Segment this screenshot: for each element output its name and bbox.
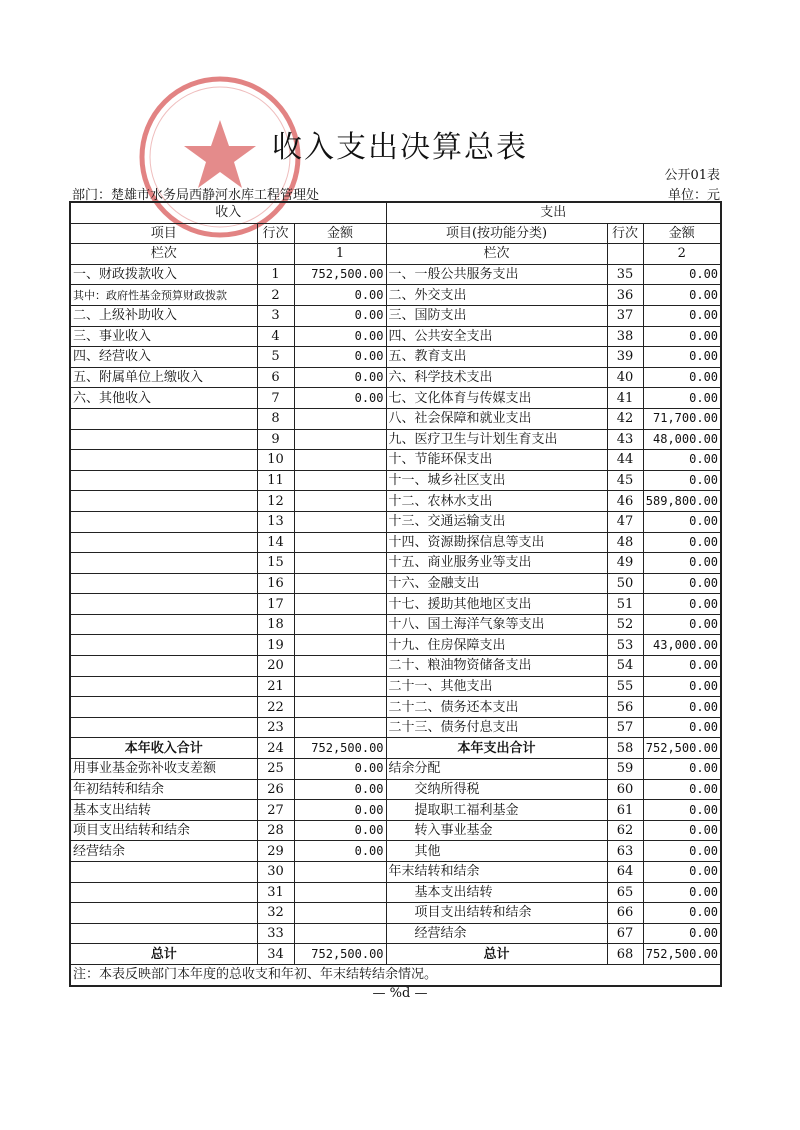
income-item: 经营结余 xyxy=(70,841,257,862)
expense-line-no: 60 xyxy=(607,779,643,800)
income-line-no: 10 xyxy=(257,450,294,471)
income-amount xyxy=(294,697,386,718)
expense-amount: 0.00 xyxy=(643,305,721,326)
income-amount xyxy=(294,717,386,738)
lanci-num-1: 1 xyxy=(294,244,386,265)
expense-item: 二、外交支出 xyxy=(386,285,607,306)
income-line-no: 13 xyxy=(257,511,294,532)
income-expense-table xyxy=(69,201,722,987)
expense-item: 二十一、其他支出 xyxy=(386,676,607,697)
expense-item: 九、医疗卫生与计划生育支出 xyxy=(386,429,607,450)
table-row xyxy=(70,820,721,841)
table-row xyxy=(70,388,721,409)
income-amount xyxy=(294,553,386,574)
lanci-num-2: 2 xyxy=(643,244,721,265)
expense-amount: 0.00 xyxy=(643,264,721,285)
income-amount xyxy=(294,511,386,532)
expense-amount: 0.00 xyxy=(643,614,721,635)
income-line-no: 4 xyxy=(257,326,294,347)
col-amount-header: 金额 xyxy=(294,223,386,244)
table-row xyxy=(70,470,721,491)
expense-amount: 0.00 xyxy=(643,862,721,883)
expense-line-no: 46 xyxy=(607,491,643,512)
income-amount xyxy=(294,923,386,944)
income-line-no: 3 xyxy=(257,305,294,326)
income-amount xyxy=(294,470,386,491)
expense-line-no: 53 xyxy=(607,635,643,656)
income-line-no: 27 xyxy=(257,800,294,821)
table-row xyxy=(70,717,721,738)
income-item: 本年收入合计 xyxy=(70,738,257,759)
expense-amount: 0.00 xyxy=(643,470,721,491)
col-line-header: 行次 xyxy=(257,223,294,244)
expense-line-no: 51 xyxy=(607,594,643,615)
income-line-no: 34 xyxy=(257,944,294,965)
expense-amount: 0.00 xyxy=(643,841,721,862)
income-line-no: 9 xyxy=(257,429,294,450)
income-line-no: 20 xyxy=(257,656,294,677)
table-row xyxy=(70,573,721,594)
table-row xyxy=(70,326,721,347)
income-line-no: 12 xyxy=(257,491,294,512)
income-amount: 0.00 xyxy=(294,347,386,368)
col-item-header: 项目 xyxy=(70,223,257,244)
expense-item: 八、社会保障和就业支出 xyxy=(386,408,607,429)
income-amount xyxy=(294,862,386,883)
expense-item: 结余分配 xyxy=(386,759,607,780)
income-line-no: 28 xyxy=(257,820,294,841)
income-amount: 0.00 xyxy=(294,285,386,306)
expense-item: 十二、农林水支出 xyxy=(386,491,607,512)
income-item xyxy=(70,450,257,471)
expense-amount: 0.00 xyxy=(643,347,721,368)
col-amount2-header: 金额 xyxy=(643,223,721,244)
expense-amount: 0.00 xyxy=(643,820,721,841)
expense-line-no: 36 xyxy=(607,285,643,306)
income-amount: 0.00 xyxy=(294,367,386,388)
expense-amount: 48,000.00 xyxy=(643,429,721,450)
expense-line-no: 50 xyxy=(607,573,643,594)
expense-line-no: 45 xyxy=(607,470,643,491)
income-amount xyxy=(294,408,386,429)
unit-label: 单位：元 xyxy=(667,188,720,203)
expense-item: 四、公共安全支出 xyxy=(386,326,607,347)
expense-item: 转入事业基金 xyxy=(386,820,607,841)
income-item xyxy=(70,903,257,924)
income-line-no: 15 xyxy=(257,553,294,574)
income-line-no: 2 xyxy=(257,285,294,306)
expense-amount: 0.00 xyxy=(643,367,721,388)
expense-amount: 0.00 xyxy=(643,450,721,471)
income-line-no: 16 xyxy=(257,573,294,594)
expense-amount: 752,500.00 xyxy=(643,738,721,759)
income-item: 三、事业收入 xyxy=(70,326,257,347)
expense-line-no: 52 xyxy=(607,614,643,635)
income-item: 项目支出结转和结余 xyxy=(70,820,257,841)
income-amount xyxy=(294,656,386,677)
table-row xyxy=(70,903,721,924)
income-line-no: 1 xyxy=(257,264,294,285)
expense-line-no: 65 xyxy=(607,882,643,903)
expense-amount: 752,500.00 xyxy=(643,944,721,965)
note-row xyxy=(70,964,721,985)
income-item xyxy=(70,408,257,429)
expense-item: 十五、商业服务业等支出 xyxy=(386,553,607,574)
income-amount xyxy=(294,594,386,615)
expense-item: 本年支出合计 xyxy=(386,738,607,759)
column-header-row xyxy=(70,223,721,244)
table-row xyxy=(70,305,721,326)
income-line-no: 7 xyxy=(257,388,294,409)
income-line-no: 6 xyxy=(257,367,294,388)
expense-amount: 0.00 xyxy=(643,511,721,532)
income-line-no: 32 xyxy=(257,903,294,924)
table-row xyxy=(70,697,721,718)
income-amount xyxy=(294,635,386,656)
expense-line-no: 44 xyxy=(607,450,643,471)
expense-line-no: 66 xyxy=(607,903,643,924)
table-row xyxy=(70,491,721,512)
expense-amount: 0.00 xyxy=(643,882,721,903)
expense-line-no: 56 xyxy=(607,697,643,718)
income-item xyxy=(70,573,257,594)
expense-item: 七、文化体育与传媒支出 xyxy=(386,388,607,409)
income-item xyxy=(70,656,257,677)
table-row xyxy=(70,759,721,780)
table-row xyxy=(70,532,721,553)
expense-item: 年末结转和结余 xyxy=(386,862,607,883)
expense-line-no: 64 xyxy=(607,862,643,883)
expense-line-no: 63 xyxy=(607,841,643,862)
department-label: 部门：楚雄市水务局西静河水库工程管理处 xyxy=(72,188,320,203)
income-item: 年初结转和结余 xyxy=(70,779,257,800)
expense-line-no: 57 xyxy=(607,717,643,738)
income-amount: 0.00 xyxy=(294,820,386,841)
expense-item: 经营结余 xyxy=(386,923,607,944)
income-line-no: 26 xyxy=(257,779,294,800)
expense-line-no: 47 xyxy=(607,511,643,532)
income-item xyxy=(70,594,257,615)
income-amount: 0.00 xyxy=(294,388,386,409)
income-item xyxy=(70,697,257,718)
expense-amount: 43,000.00 xyxy=(643,635,721,656)
expense-item: 六、科学技术支出 xyxy=(386,367,607,388)
expense-line-no: 55 xyxy=(607,676,643,697)
expense-line-no: 40 xyxy=(607,367,643,388)
income-line-no: 17 xyxy=(257,594,294,615)
income-item xyxy=(70,470,257,491)
expense-line-no: 58 xyxy=(607,738,643,759)
income-item xyxy=(70,429,257,450)
income-line-no: 23 xyxy=(257,717,294,738)
income-amount: 752,500.00 xyxy=(294,738,386,759)
income-item: 五、附属单位上缴收入 xyxy=(70,367,257,388)
expense-item: 十九、住房保障支出 xyxy=(386,635,607,656)
income-amount xyxy=(294,614,386,635)
col-item-func-header: 项目(按功能分类) xyxy=(386,223,607,244)
table-row xyxy=(70,285,721,306)
expense-line-no: 42 xyxy=(607,408,643,429)
expense-item: 十四、资源勘探信息等支出 xyxy=(386,532,607,553)
expense-item: 基本支出结转 xyxy=(386,882,607,903)
income-amount: 752,500.00 xyxy=(294,944,386,965)
income-item xyxy=(70,532,257,553)
table-row xyxy=(70,676,721,697)
expense-item: 总计 xyxy=(386,944,607,965)
income-item xyxy=(70,491,257,512)
expense-line-no: 59 xyxy=(607,759,643,780)
table-row xyxy=(70,614,721,635)
income-item xyxy=(70,717,257,738)
expense-line-no: 39 xyxy=(607,347,643,368)
income-item xyxy=(70,553,257,574)
income-amount: 0.00 xyxy=(294,326,386,347)
income-item xyxy=(70,635,257,656)
income-line-no: 31 xyxy=(257,882,294,903)
expense-line-no: 38 xyxy=(607,326,643,347)
income-line-no: 25 xyxy=(257,759,294,780)
income-line-no: 24 xyxy=(257,738,294,759)
expense-item: 三、国防支出 xyxy=(386,305,607,326)
expense-line-no: 37 xyxy=(607,305,643,326)
expense-line-no: 68 xyxy=(607,944,643,965)
income-line-no: 21 xyxy=(257,676,294,697)
expense-line-no: 41 xyxy=(607,388,643,409)
income-item: 六、其他收入 xyxy=(70,388,257,409)
expense-line-no: 54 xyxy=(607,656,643,677)
expense-line-no: 43 xyxy=(607,429,643,450)
expense-item: 十一、城乡社区支出 xyxy=(386,470,607,491)
income-amount: 0.00 xyxy=(294,779,386,800)
expense-amount: 0.00 xyxy=(643,800,721,821)
income-line-no: 5 xyxy=(257,347,294,368)
income-line-no: 29 xyxy=(257,841,294,862)
expense-amount: 0.00 xyxy=(643,656,721,677)
lanci-label-2: 栏次 xyxy=(386,244,607,265)
lanci-empty-2 xyxy=(607,244,643,265)
expense-amount: 0.00 xyxy=(643,717,721,738)
expense-amount: 0.00 xyxy=(643,759,721,780)
expense-amount: 0.00 xyxy=(643,923,721,944)
expense-amount: 0.00 xyxy=(643,532,721,553)
table-row xyxy=(70,429,721,450)
income-amount xyxy=(294,532,386,553)
expense-header: 支出 xyxy=(386,202,721,223)
lanci-empty xyxy=(257,244,294,265)
expense-amount: 0.00 xyxy=(643,779,721,800)
income-item: 基本支出结转 xyxy=(70,800,257,821)
income-amount xyxy=(294,676,386,697)
expense-item: 十、节能环保支出 xyxy=(386,450,607,471)
expense-item: 一、一般公共服务支出 xyxy=(386,264,607,285)
col-line2-header: 行次 xyxy=(607,223,643,244)
expense-amount: 0.00 xyxy=(643,573,721,594)
expense-item: 二十三、债务付息支出 xyxy=(386,717,607,738)
income-line-no: 33 xyxy=(257,923,294,944)
lanci-row xyxy=(70,244,721,265)
income-item: 四、经营收入 xyxy=(70,347,257,368)
expense-line-no: 49 xyxy=(607,553,643,574)
income-line-no: 19 xyxy=(257,635,294,656)
table-row xyxy=(70,882,721,903)
page-marker: — %d — xyxy=(372,986,428,1001)
expense-line-no: 61 xyxy=(607,800,643,821)
expense-amount: 0.00 xyxy=(643,697,721,718)
income-amount xyxy=(294,903,386,924)
expense-item: 提取职工福利基金 xyxy=(386,800,607,821)
table-row xyxy=(70,923,721,944)
expense-amount: 0.00 xyxy=(643,553,721,574)
income-item xyxy=(70,923,257,944)
income-amount: 752,500.00 xyxy=(294,264,386,285)
form-code: 公开01表 xyxy=(664,168,720,183)
expense-amount: 589,800.00 xyxy=(643,491,721,512)
expense-amount: 0.00 xyxy=(643,594,721,615)
expense-item: 二十、粮油物资储备支出 xyxy=(386,656,607,677)
expense-line-no: 67 xyxy=(607,923,643,944)
table-row xyxy=(70,862,721,883)
income-item: 一、财政拨款收入 xyxy=(70,264,257,285)
income-item: 用事业基金弥补收支差额 xyxy=(70,759,257,780)
income-amount xyxy=(294,491,386,512)
income-item xyxy=(70,614,257,635)
income-item: 其中：政府性基金预算财政拨款 xyxy=(70,285,257,306)
page-title: 收入支出决算总表 xyxy=(272,130,528,165)
expense-amount: 0.00 xyxy=(643,285,721,306)
expense-item: 项目支出结转和结余 xyxy=(386,903,607,924)
table-row xyxy=(70,635,721,656)
expense-amount: 0.00 xyxy=(643,388,721,409)
table-row xyxy=(70,594,721,615)
expense-item: 二十二、债务还本支出 xyxy=(386,697,607,718)
expense-item: 十三、交通运输支出 xyxy=(386,511,607,532)
income-line-no: 18 xyxy=(257,614,294,635)
income-line-no: 14 xyxy=(257,532,294,553)
income-header: 收入 xyxy=(70,202,386,223)
table-row xyxy=(70,264,721,285)
expense-amount: 0.00 xyxy=(643,326,721,347)
income-item xyxy=(70,882,257,903)
income-amount xyxy=(294,882,386,903)
income-item xyxy=(70,676,257,697)
income-amount: 0.00 xyxy=(294,759,386,780)
income-amount: 0.00 xyxy=(294,305,386,326)
expense-item: 其他 xyxy=(386,841,607,862)
income-line-no: 8 xyxy=(257,408,294,429)
income-amount xyxy=(294,429,386,450)
table-row xyxy=(70,511,721,532)
table-row xyxy=(70,408,721,429)
table-note: 注：本表反映部门本年度的总收支和年初、年末结转结余情况。 xyxy=(70,964,721,985)
expense-line-no: 48 xyxy=(607,532,643,553)
expense-amount: 0.00 xyxy=(643,676,721,697)
table-row xyxy=(70,656,721,677)
income-amount xyxy=(294,573,386,594)
income-item xyxy=(70,862,257,883)
income-item xyxy=(70,511,257,532)
table-row xyxy=(70,553,721,574)
table-row xyxy=(70,450,721,471)
expense-item: 交纳所得税 xyxy=(386,779,607,800)
income-line-no: 30 xyxy=(257,862,294,883)
table-row xyxy=(70,738,721,759)
expense-item: 十六、金融支出 xyxy=(386,573,607,594)
income-amount: 0.00 xyxy=(294,841,386,862)
table-row xyxy=(70,347,721,368)
expense-item: 五、教育支出 xyxy=(386,347,607,368)
table-row xyxy=(70,944,721,965)
table-row xyxy=(70,779,721,800)
table-row xyxy=(70,841,721,862)
income-amount xyxy=(294,450,386,471)
income-line-no: 22 xyxy=(257,697,294,718)
expense-line-no: 35 xyxy=(607,264,643,285)
expense-amount: 71,700.00 xyxy=(643,408,721,429)
expense-item: 十七、援助其他地区支出 xyxy=(386,594,607,615)
expense-item: 十八、国土海洋气象等支出 xyxy=(386,614,607,635)
lanci-label: 栏次 xyxy=(70,244,257,265)
income-line-no: 11 xyxy=(257,470,294,491)
income-item: 二、上级补助收入 xyxy=(70,305,257,326)
expense-amount: 0.00 xyxy=(643,903,721,924)
income-amount: 0.00 xyxy=(294,800,386,821)
income-item: 总计 xyxy=(70,944,257,965)
table-row xyxy=(70,800,721,821)
expense-line-no: 62 xyxy=(607,820,643,841)
section-header-row xyxy=(70,202,721,223)
table-row xyxy=(70,367,721,388)
